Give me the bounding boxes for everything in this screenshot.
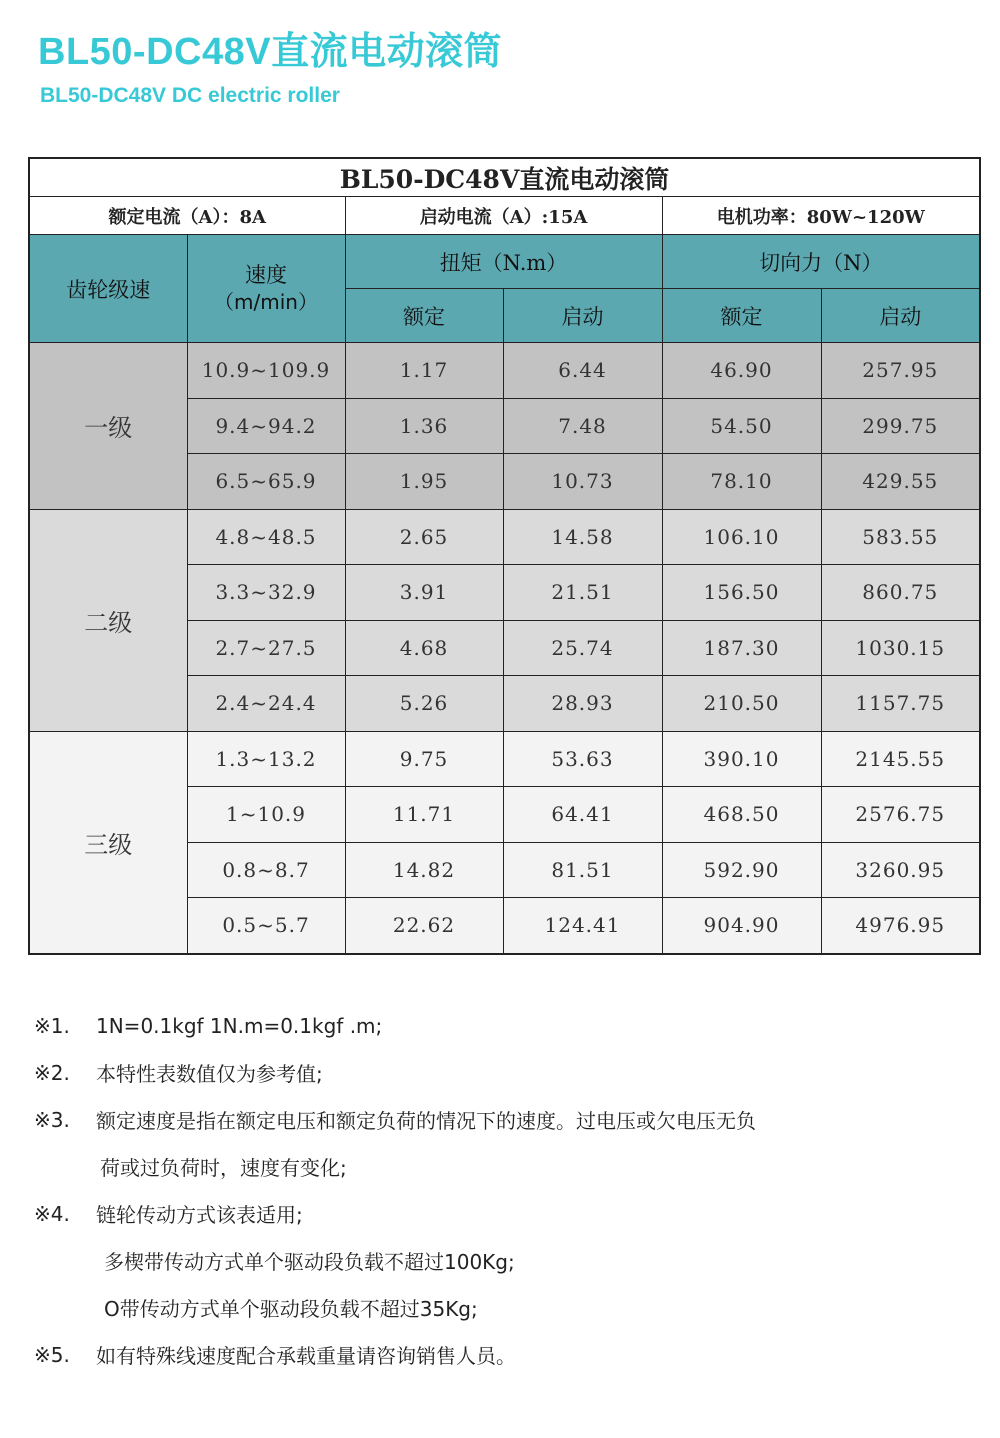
header-torque-start: 启动 bbox=[503, 289, 662, 343]
speed-cell: 2.7~27.5 bbox=[187, 620, 345, 676]
rated-current: 额定电流（A）：8A bbox=[29, 197, 345, 235]
torque-rated-cell: 11.71 bbox=[345, 787, 503, 843]
force-start-cell: 4976.95 bbox=[821, 898, 980, 954]
spec-table bbox=[28, 157, 981, 955]
force-rated-cell: 106.10 bbox=[662, 509, 821, 565]
note-item bbox=[34, 1049, 974, 1096]
force-start-cell: 257.95 bbox=[821, 343, 980, 399]
force-rated-cell: 468.50 bbox=[662, 787, 821, 843]
page-title: BL50-DC48V直流电动滚筒 bbox=[38, 31, 503, 73]
speed-cell: 10.9~109.9 bbox=[187, 343, 345, 399]
force-start-cell: 583.55 bbox=[821, 509, 980, 565]
table-row bbox=[29, 731, 980, 787]
force-rated-cell: 904.90 bbox=[662, 898, 821, 954]
torque-start-cell: 14.58 bbox=[503, 509, 662, 565]
torque-start-cell: 25.74 bbox=[503, 620, 662, 676]
note-item bbox=[34, 1331, 974, 1378]
note-item bbox=[34, 1237, 974, 1284]
torque-rated-cell: 22.62 bbox=[345, 898, 503, 954]
note-item bbox=[34, 1284, 974, 1331]
force-rated-cell: 390.10 bbox=[662, 731, 821, 787]
force-start-cell: 299.75 bbox=[821, 398, 980, 454]
force-rated-cell: 78.10 bbox=[662, 454, 821, 510]
torque-rated-cell: 14.82 bbox=[345, 842, 503, 898]
note-item bbox=[34, 1190, 974, 1237]
note-item bbox=[34, 1143, 974, 1190]
torque-start-cell: 53.63 bbox=[503, 731, 662, 787]
speed-cell: 3.3~32.9 bbox=[187, 565, 345, 621]
torque-rated-cell: 2.65 bbox=[345, 509, 503, 565]
note-text: 如有特殊线速度配合承载重量请咨询销售人员。 bbox=[96, 1344, 516, 1368]
gear-stage-cell: 二级 bbox=[29, 509, 187, 731]
force-start-cell: 429.55 bbox=[821, 454, 980, 510]
note-text: O带传动方式单个驱动段负载不超过35Kg; bbox=[104, 1297, 478, 1321]
header-torque: 扭矩（N.m） bbox=[345, 235, 662, 289]
motor-power: 电机功率：80W~120W bbox=[662, 197, 980, 235]
force-rated-cell: 187.30 bbox=[662, 620, 821, 676]
table-row bbox=[29, 509, 980, 565]
torque-start-cell: 7.48 bbox=[503, 398, 662, 454]
torque-start-cell: 21.51 bbox=[503, 565, 662, 621]
torque-rated-cell: 9.75 bbox=[345, 731, 503, 787]
force-rated-cell: 210.50 bbox=[662, 676, 821, 732]
torque-start-cell: 124.41 bbox=[503, 898, 662, 954]
force-start-cell: 2576.75 bbox=[821, 787, 980, 843]
header-tangential-force: 切向力（N） bbox=[662, 235, 980, 289]
torque-rated-cell: 1.17 bbox=[345, 343, 503, 399]
note-text: 链轮传动方式该表适用; bbox=[96, 1203, 303, 1227]
note-marker: ※4. bbox=[34, 1201, 70, 1226]
notes bbox=[34, 1002, 974, 1378]
speed-cell: 9.4~94.2 bbox=[187, 398, 345, 454]
note-marker: ※2. bbox=[34, 1060, 70, 1085]
force-rated-cell: 156.50 bbox=[662, 565, 821, 621]
speed-cell: 1.3~13.2 bbox=[187, 731, 345, 787]
note-item bbox=[34, 1002, 974, 1049]
torque-rated-cell: 1.36 bbox=[345, 398, 503, 454]
table-row bbox=[29, 343, 980, 399]
force-rated-cell: 54.50 bbox=[662, 398, 821, 454]
header-force-start: 启动 bbox=[821, 289, 980, 343]
note-marker: ※1. bbox=[34, 1013, 70, 1038]
header-speed bbox=[187, 235, 345, 343]
header-speed-label: 速度 bbox=[245, 262, 287, 287]
force-start-cell: 860.75 bbox=[821, 565, 980, 621]
header-gear-stage: 齿轮级速 bbox=[29, 235, 187, 343]
gear-stage-cell: 一级 bbox=[29, 343, 187, 510]
torque-rated-cell: 1.95 bbox=[345, 454, 503, 510]
note-text: 额定速度是指在额定电压和额定负荷的情况下的速度。过电压或欠电压无负 bbox=[96, 1109, 756, 1133]
header-force-rated: 额定 bbox=[662, 289, 821, 343]
force-start-cell: 3260.95 bbox=[821, 842, 980, 898]
note-marker: ※5. bbox=[34, 1342, 70, 1367]
note-item bbox=[34, 1096, 974, 1143]
header-torque-rated: 额定 bbox=[345, 289, 503, 343]
torque-start-cell: 81.51 bbox=[503, 842, 662, 898]
torque-start-cell: 28.93 bbox=[503, 676, 662, 732]
speed-cell: 6.5~65.9 bbox=[187, 454, 345, 510]
torque-rated-cell: 4.68 bbox=[345, 620, 503, 676]
note-marker: ※3. bbox=[34, 1107, 70, 1132]
note-text: 1N=0.1kgf 1N.m=0.1kgf .m; bbox=[96, 1013, 383, 1038]
speed-cell: 0.5~5.7 bbox=[187, 898, 345, 954]
note-text: 荷或过负荷时，速度有变化; bbox=[100, 1156, 347, 1180]
header-speed-unit: （m/min） bbox=[214, 290, 318, 315]
note-text: 本特性表数值仅为参考值; bbox=[96, 1062, 323, 1086]
torque-start-cell: 10.73 bbox=[503, 454, 662, 510]
speed-cell: 4.8~48.5 bbox=[187, 509, 345, 565]
torque-start-cell: 6.44 bbox=[503, 343, 662, 399]
torque-rated-cell: 5.26 bbox=[345, 676, 503, 732]
torque-start-cell: 64.41 bbox=[503, 787, 662, 843]
gear-stage-cell: 三级 bbox=[29, 731, 187, 954]
force-start-cell: 1157.75 bbox=[821, 676, 980, 732]
torque-rated-cell: 3.91 bbox=[345, 565, 503, 621]
speed-cell: 1~10.9 bbox=[187, 787, 345, 843]
speed-cell: 0.8~8.7 bbox=[187, 842, 345, 898]
force-rated-cell: 46.90 bbox=[662, 343, 821, 399]
table-title: BL50-DC48V直流电动滚筒 bbox=[29, 158, 980, 197]
force-rated-cell: 592.90 bbox=[662, 842, 821, 898]
force-start-cell: 2145.55 bbox=[821, 731, 980, 787]
speed-cell: 2.4~24.4 bbox=[187, 676, 345, 732]
force-start-cell: 1030.15 bbox=[821, 620, 980, 676]
page-subtitle: BL50-DC48V DC electric roller bbox=[40, 84, 340, 107]
starting-current: 启动电流（A）:15A bbox=[345, 197, 662, 235]
note-text: 多楔带传动方式单个驱动段负载不超过100Kg; bbox=[104, 1250, 515, 1274]
